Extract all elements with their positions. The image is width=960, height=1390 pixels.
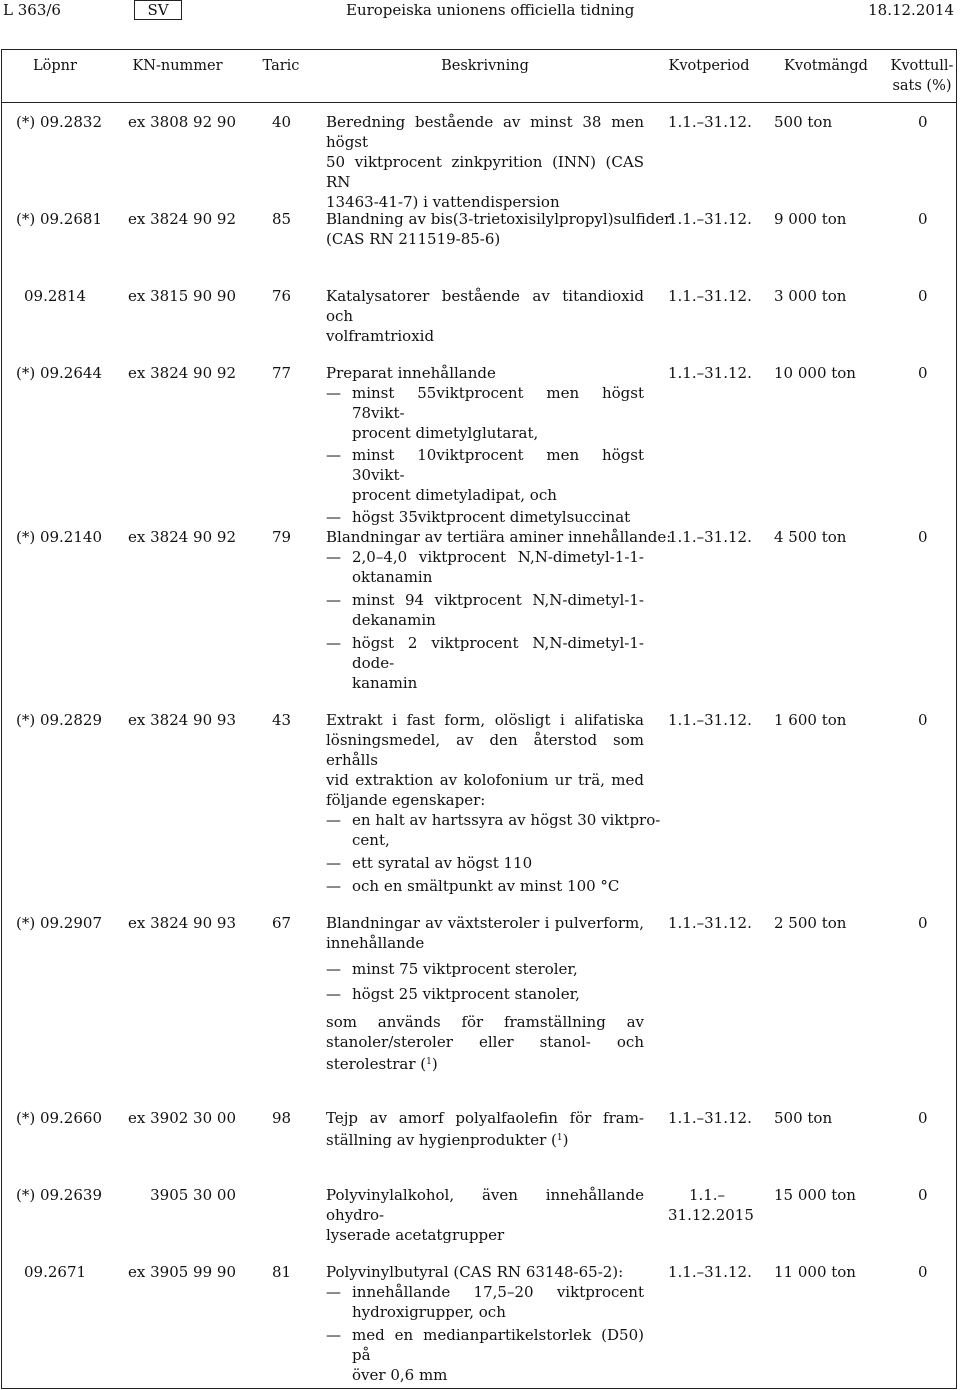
row-kn-number: ex 3824 90 93: [128, 711, 236, 729]
col-header-taric: Taric: [262, 58, 300, 74]
row-description: [326, 527, 672, 693]
desc-line: som används för framställning av: [326, 1013, 644, 1031]
row-description: [326, 112, 644, 212]
desc-list-item-cont: procent dimetylglutarat,: [352, 424, 539, 442]
desc-list-item: — och en smältpunkt av minst 100 °C: [352, 876, 644, 896]
desc-list-item: — högst 25 viktprocent stanoler,: [352, 984, 644, 1004]
row-quantity: 9 000 ton: [774, 210, 847, 228]
row-description: [326, 1185, 644, 1245]
desc-line: sterolestrar ($^1$): [326, 1055, 438, 1073]
footnote-ref: 1: [556, 1133, 563, 1143]
col-header-rate-line2: sats (%): [892, 78, 952, 94]
desc-list-item: — en halt av hartssyra av högst 30 viktpro-: [352, 810, 644, 830]
row-lopnr: (*) 09.2681: [15, 210, 102, 228]
col-header-lopnr: Löpnr: [33, 58, 77, 74]
row-period: 1.1.–31.12.: [668, 528, 752, 546]
col-header-kn: KN-nummer: [132, 58, 223, 74]
row-quantity: 500 ton: [774, 1109, 833, 1127]
row-period: 1.1.–31.12.: [668, 210, 752, 228]
row-lopnr: 09.2814: [24, 287, 87, 305]
row-quantity: 11 000 ton: [774, 1263, 856, 1281]
row-description: [326, 1108, 644, 1150]
desc-line: innehållande: [326, 934, 425, 952]
desc-list: [326, 1282, 644, 1385]
desc-list-item: — minst 10viktprocent men högst 30vikt-: [352, 445, 644, 485]
row-kn-number: ex 3824 90 92: [128, 528, 236, 546]
row-rate: 0: [918, 113, 928, 131]
desc-line: följande egenskaper:: [326, 791, 486, 809]
desc-list: [326, 547, 644, 693]
row-description: [326, 1262, 644, 1385]
language-badge: SV: [134, 0, 182, 20]
row-taric: 40: [272, 113, 292, 131]
row-kn-number: ex 3824 90 92: [128, 364, 236, 382]
table-top-rule: [1, 49, 957, 50]
row-period: [668, 1185, 754, 1225]
desc-list-item: — minst 55viktprocent men högst 78vikt-: [352, 383, 644, 423]
row-kn-number: ex 3815 90 90: [128, 287, 236, 305]
desc-line: lyserade acetatgrupper: [326, 1226, 505, 1244]
row-description: [326, 286, 644, 346]
row-rate: 0: [918, 1109, 928, 1127]
col-header-rate: [886, 56, 958, 96]
desc-line: Katalysatorer bestående av titandioxid och: [326, 287, 644, 325]
desc-line: Blandningar av växtsteroler i pulverform,: [326, 914, 644, 932]
desc-list-item-cont: dekanamin: [352, 611, 436, 629]
row-rate: 0: [918, 364, 928, 382]
row-rate: 0: [918, 1263, 928, 1281]
row-lopnr: (*) 09.2829: [15, 711, 102, 729]
col-header-rate-line1: Kvottull-: [890, 58, 954, 74]
row-lopnr: (*) 09.2639: [15, 1186, 102, 1204]
desc-text: sterolestrar (: [326, 1055, 427, 1073]
desc-line: (CAS RN 211519-85-6): [326, 230, 501, 248]
desc-list-item-cont: kanamin: [352, 674, 418, 692]
desc-intro: Blandningar av tertiära aminer innehållande:: [326, 528, 672, 546]
row-period: 1.1.–31.12.: [668, 364, 752, 382]
journal-title: Europeiska unionens officiella tidning: [346, 1, 635, 19]
col-header-period: Kvotperiod: [668, 58, 750, 74]
row-lopnr: 09.2671: [24, 1263, 87, 1281]
row-taric: 85: [272, 210, 292, 228]
col-header-desc: Beskrivning: [441, 58, 529, 74]
desc-line: Beredning bestående av minst 38 men högst: [326, 113, 644, 151]
row-description: [326, 363, 644, 527]
desc-line: Polyvinylalkohol, även innehållande ohydro-: [326, 1186, 644, 1224]
desc-list-item: — med en medianpartikelstorlek (D50) på: [352, 1325, 644, 1365]
row-period: 1.1.–31.12.: [668, 914, 752, 932]
period-line: 1.1.–: [688, 1186, 726, 1204]
row-rate: 0: [918, 287, 928, 305]
row-kn-number: ex 3808 92 90: [128, 113, 236, 131]
page-reference: L 363/6: [3, 1, 61, 19]
desc-intro: Polyvinylbutyral (CAS RN 63148-65-2):: [326, 1263, 624, 1281]
row-quantity: 15 000 ton: [774, 1186, 856, 1204]
desc-list-item: — högst 2 viktprocent N,N-dimetyl-1-dode-: [352, 633, 644, 673]
period-line: 31.12.2015: [668, 1206, 754, 1224]
row-quantity: 500 ton: [774, 113, 833, 131]
desc-line: stanoler/steroler eller stanol- och: [326, 1033, 644, 1051]
row-taric: 77: [272, 364, 292, 382]
desc-text: ställning av hygienprodukter (: [326, 1131, 557, 1149]
row-period: 1.1.–31.12.: [668, 287, 752, 305]
row-period: 1.1.–31.12.: [668, 1109, 752, 1127]
row-lopnr: (*) 09.2140: [15, 528, 102, 546]
row-rate: 0: [918, 528, 928, 546]
row-quantity: 4 500 ton: [774, 528, 847, 546]
row-rate: 0: [918, 1186, 928, 1204]
row-kn-number: ex 3902 30 00: [128, 1109, 236, 1127]
desc-list: [326, 810, 661, 896]
desc-line: Blandning av bis(3-trietoxisilylpropyl)sulfider: [326, 210, 672, 228]
publication-date: 18.12.2014: [868, 1, 954, 19]
page-header: [0, 0, 960, 20]
row-lopnr: (*) 09.2907: [15, 914, 102, 932]
row-quantity: 2 500 ton: [774, 914, 847, 932]
row-taric: 43: [272, 711, 292, 729]
row-taric: 67: [272, 914, 292, 932]
desc-line: Extrakt i fast form, olösligt i alifatiska: [326, 711, 644, 729]
desc-list-item-cont: över 0,6 mm: [352, 1366, 448, 1384]
row-lopnr: (*) 09.2832: [15, 113, 102, 131]
row-quantity: 3 000 ton: [774, 287, 847, 305]
row-period: 1.1.–31.12.: [668, 1263, 752, 1281]
desc-line: Tejp av amorf polyalfaolefin för fram-: [326, 1109, 644, 1127]
row-kn-number: 3905 30 00: [150, 1186, 236, 1204]
desc-line: lösningsmedel, av den återstod som erhålls: [326, 731, 644, 769]
desc-list-item: — ett syratal av högst 110: [352, 853, 644, 873]
row-period: 1.1.–31.12.: [668, 711, 752, 729]
col-header-qty: Kvotmängd: [784, 58, 868, 74]
table-header-rule: [1, 102, 957, 103]
desc-list-item: — 2,0–4,0 viktprocent N,N-dimetyl-1-1-: [352, 547, 644, 567]
desc-list-item-cont: oktanamin: [352, 568, 433, 586]
row-lopnr: (*) 09.2660: [15, 1109, 102, 1127]
row-rate: 0: [918, 210, 928, 228]
row-taric: 81: [272, 1263, 292, 1281]
row-lopnr: (*) 09.2644: [15, 364, 102, 382]
row-taric: 79: [272, 528, 292, 546]
row-kn-number: ex 3905 99 90: [128, 1263, 236, 1281]
desc-list-item: — minst 94 viktprocent N,N-dimetyl-1-: [352, 590, 644, 610]
row-quantity: 1 600 ton: [774, 711, 847, 729]
desc-line: vid extraktion av kolofonium ur trä, med: [326, 771, 644, 789]
desc-line: 13463-41-7) i vattendispersion: [326, 193, 560, 211]
row-rate: 0: [918, 914, 928, 932]
desc-line: volframtrioxid: [326, 327, 435, 345]
row-description: [326, 209, 672, 249]
desc-line: ställning av hygienprodukter ($^1$): [326, 1131, 569, 1149]
row-quantity: 10 000 ton: [774, 364, 856, 382]
row-kn-number: ex 3824 90 92: [128, 210, 236, 228]
footnote-ref: 1: [426, 1057, 432, 1067]
row-rate: 0: [918, 711, 928, 729]
row-period: 1.1.–31.12.: [668, 113, 752, 131]
desc-list-item-cont: cent,: [352, 831, 390, 849]
row-taric: 76: [272, 287, 292, 305]
desc-list: [326, 383, 644, 527]
desc-list-item: — innehållande 17,5–20 viktprocent: [352, 1282, 644, 1302]
desc-list-item: — högst 35viktprocent dimetylsuccinat: [352, 507, 644, 527]
desc-line: 50 viktprocent zinkpyrition (INN) (CAS RN: [326, 153, 644, 191]
row-taric: 98: [272, 1109, 292, 1127]
desc-list-item-cont: hydroxigrupper, och: [352, 1303, 506, 1321]
desc-list: [326, 959, 644, 1004]
row-description: [326, 710, 661, 896]
row-kn-number: ex 3824 90 93: [128, 914, 236, 932]
desc-intro: Preparat innehållande: [326, 364, 496, 382]
desc-list-item-cont: procent dimetyladipat, och: [352, 486, 557, 504]
desc-list-item: — minst 75 viktprocent steroler,: [352, 959, 644, 979]
row-description: [326, 913, 644, 1074]
